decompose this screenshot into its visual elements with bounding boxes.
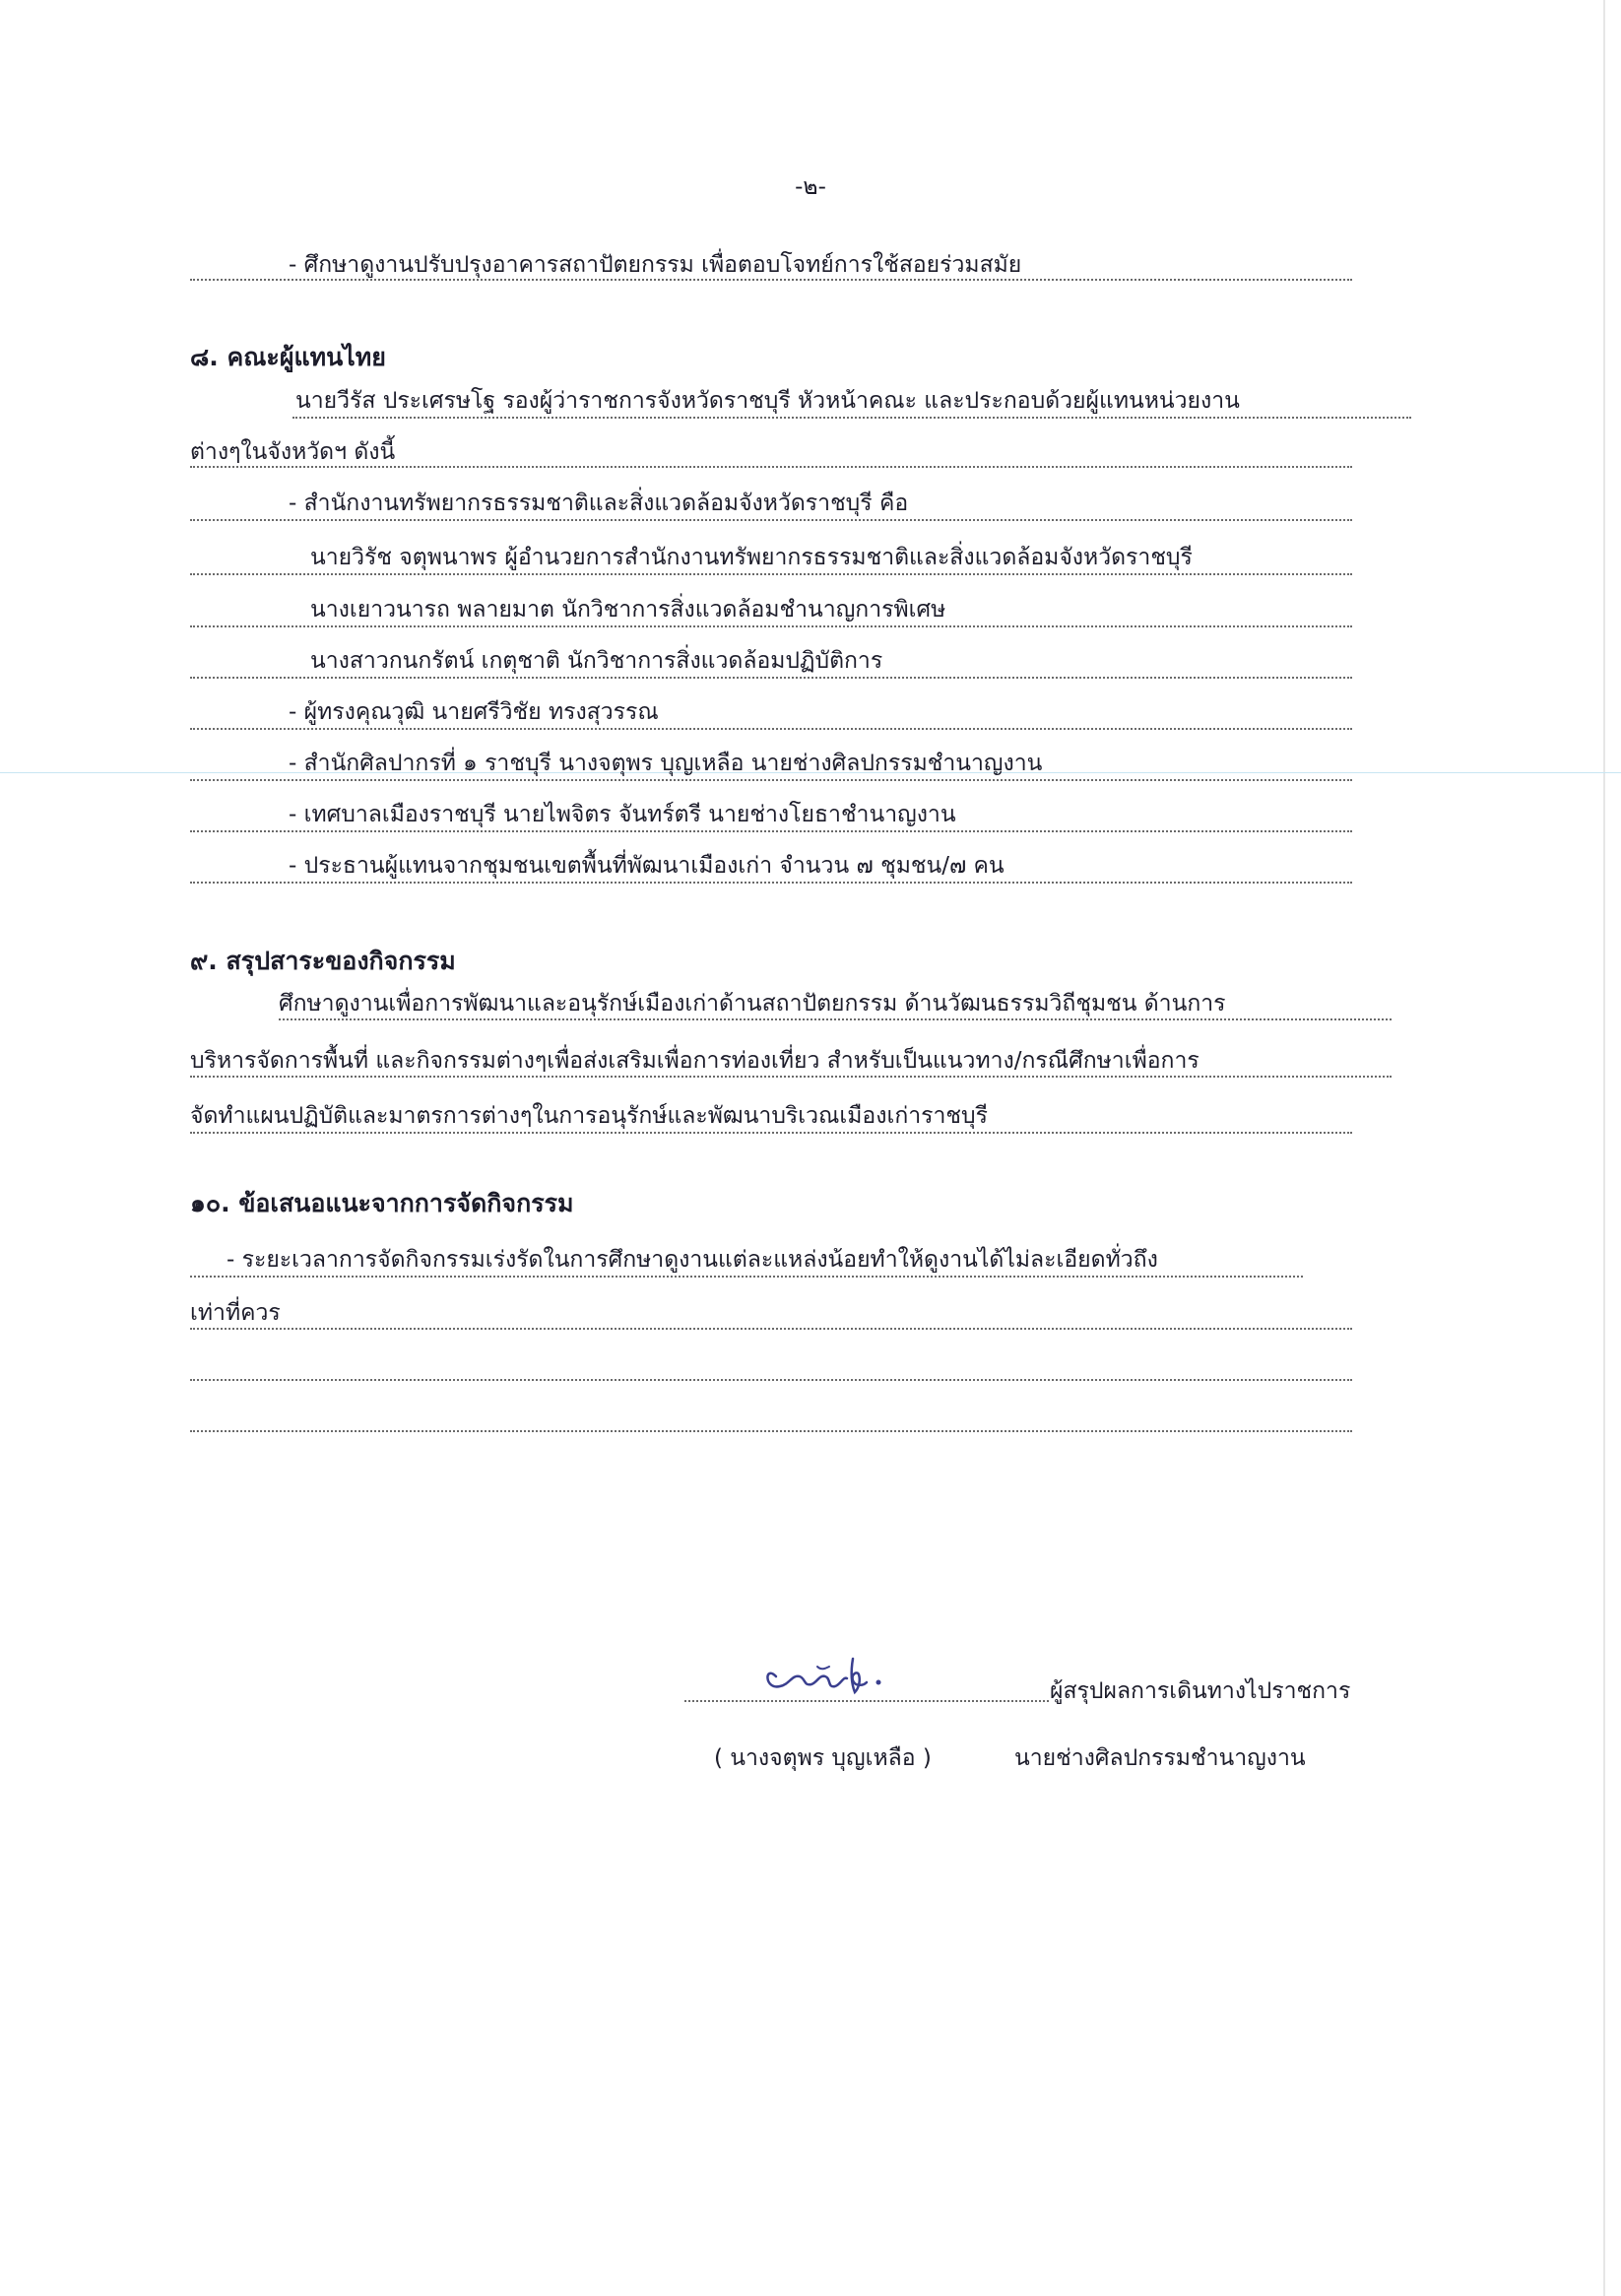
section8-paragraph-line1: นายวีรัส ประเศรษโฐ รองผู้ว่าราชการจังหวัดราชบุรี หัวหน้าคณะ และประกอบด้วยผู้แทนหน่วยงาน bbox=[295, 388, 1240, 414]
signature-role-label: ผู้สรุปผลการเดินทางไปราชการ bbox=[1050, 1678, 1351, 1704]
section9-line: จัดทำแผนปฏิบัติและมาตรการต่างๆในการอนุรักษ์และพัฒนาบริเวณเมืองเก่าราชบุรี bbox=[190, 1103, 988, 1129]
dotted-fill-line bbox=[190, 1074, 1392, 1078]
scan-edge bbox=[1603, 0, 1605, 2296]
section8-paragraph-line2: ต่างๆในจังหวัดฯ ดังนี้ bbox=[190, 439, 396, 465]
section8-item: - สำนักงานทรัพยากรธรรมชาติและสิ่งแวดล้อมจังหวัดราชบุรี คือ bbox=[289, 491, 909, 516]
dotted-fill-line bbox=[190, 828, 1352, 832]
dotted-fill-line bbox=[190, 1274, 1303, 1278]
dotted-fill-line bbox=[190, 571, 1352, 575]
dotted-fill-line bbox=[190, 1377, 1352, 1381]
section9-heading: ๙. สรุปสาระของกิจกรรม bbox=[190, 947, 456, 975]
section10-line: เท่าที่ควร bbox=[190, 1300, 281, 1326]
dotted-fill-line bbox=[190, 623, 1352, 627]
section8-item: - เทศบาลเมืองราชบุรี นายไพจิตร จันทร์ตรี นายช่างโยธาชำนาญงาน bbox=[289, 802, 956, 827]
page-number: -๒- bbox=[795, 174, 826, 200]
dotted-fill-line bbox=[190, 1326, 1352, 1330]
signature-dotted-line bbox=[684, 1700, 1049, 1702]
dotted-fill-line bbox=[190, 1130, 1352, 1134]
section10-line: - ระยะเวลาการจัดกิจกรรมเร่งรัดในการศึกษาดูงานแต่ละแหล่งน้อยทำให้ดูงานได้ไม่ละเอียดทั่วถึง bbox=[227, 1247, 1158, 1273]
section8-item: - ประธานผู้แทนจากชุมชนเขตพื้นที่พัฒนาเมืองเก่า จำนวน ๗ ชุมชน/๗ คน bbox=[289, 853, 1005, 879]
dotted-fill-line bbox=[190, 517, 1352, 521]
intro-line-text: - ศึกษาดูงานปรับปรุงอาคารสถาปัตยกรรม เพื่อตอบโจทย์การใช้สอยร่วมสมัย bbox=[289, 252, 1022, 278]
dotted-fill-line bbox=[279, 1017, 1392, 1020]
section8-item: นางสาวกนกรัตน์ เกตุชาติ นักวิชาการสิ่งแวดล้อมปฏิบัติการ bbox=[310, 648, 883, 674]
dotted-fill-line bbox=[190, 880, 1352, 884]
signatory-position: นายช่างศิลปกรรมชำนาญงาน bbox=[1014, 1745, 1306, 1771]
section8-item: นางเยาวนารถ พลายมาต นักวิชาการสิ่งแวดล้อมชำนาญการพิเศษ bbox=[310, 597, 946, 623]
section8-item: นายวิรัช จตุพนาพร ผู้อำนวยการสำนักงานทรัพยากรธรรมชาติและสิ่งแวดล้อมจังหวัดราชบุรี bbox=[310, 545, 1193, 570]
section9-line: ศึกษาดูงานเพื่อการพัฒนาและอนุรักษ์เมืองเก่าด้านสถาปัตยกรรม ด้านวัฒนธรรมวิถีชุมชน ด้านการ bbox=[279, 991, 1226, 1017]
dotted-fill-line bbox=[292, 415, 1411, 419]
dotted-fill-line bbox=[190, 777, 1352, 781]
dotted-fill-line bbox=[190, 1428, 1352, 1432]
dotted-fill-line bbox=[190, 675, 1352, 679]
section8-item: - สำนักศิลปากรที่ ๑ ราชบุรี นางจตุพร บุญเหลือ นายช่างศิลปกรรมชำนาญงาน bbox=[289, 751, 1043, 776]
section8-heading: ๘. คณะผู้แทนไทย bbox=[190, 343, 386, 371]
dotted-fill-line bbox=[190, 726, 1352, 730]
section8-item: - ผู้ทรงคุณวุฒิ นายศรีวิชัย ทรงสุวรรณ bbox=[289, 699, 659, 725]
section10-heading: ๑๐. ข้อเสนอแนะจากการจัดกิจกรรม bbox=[190, 1189, 574, 1217]
section9-line: บริหารจัดการพื้นที่ และกิจกรรมต่างๆเพื่อส่งเสริมเพื่อการท่องเที่ยว สำหรับเป็นแนวทาง/กรณีศึกษาเพื่อการ bbox=[190, 1048, 1200, 1074]
signatory-name: ( นางจตุพร บุญเหลือ ) bbox=[714, 1745, 932, 1771]
